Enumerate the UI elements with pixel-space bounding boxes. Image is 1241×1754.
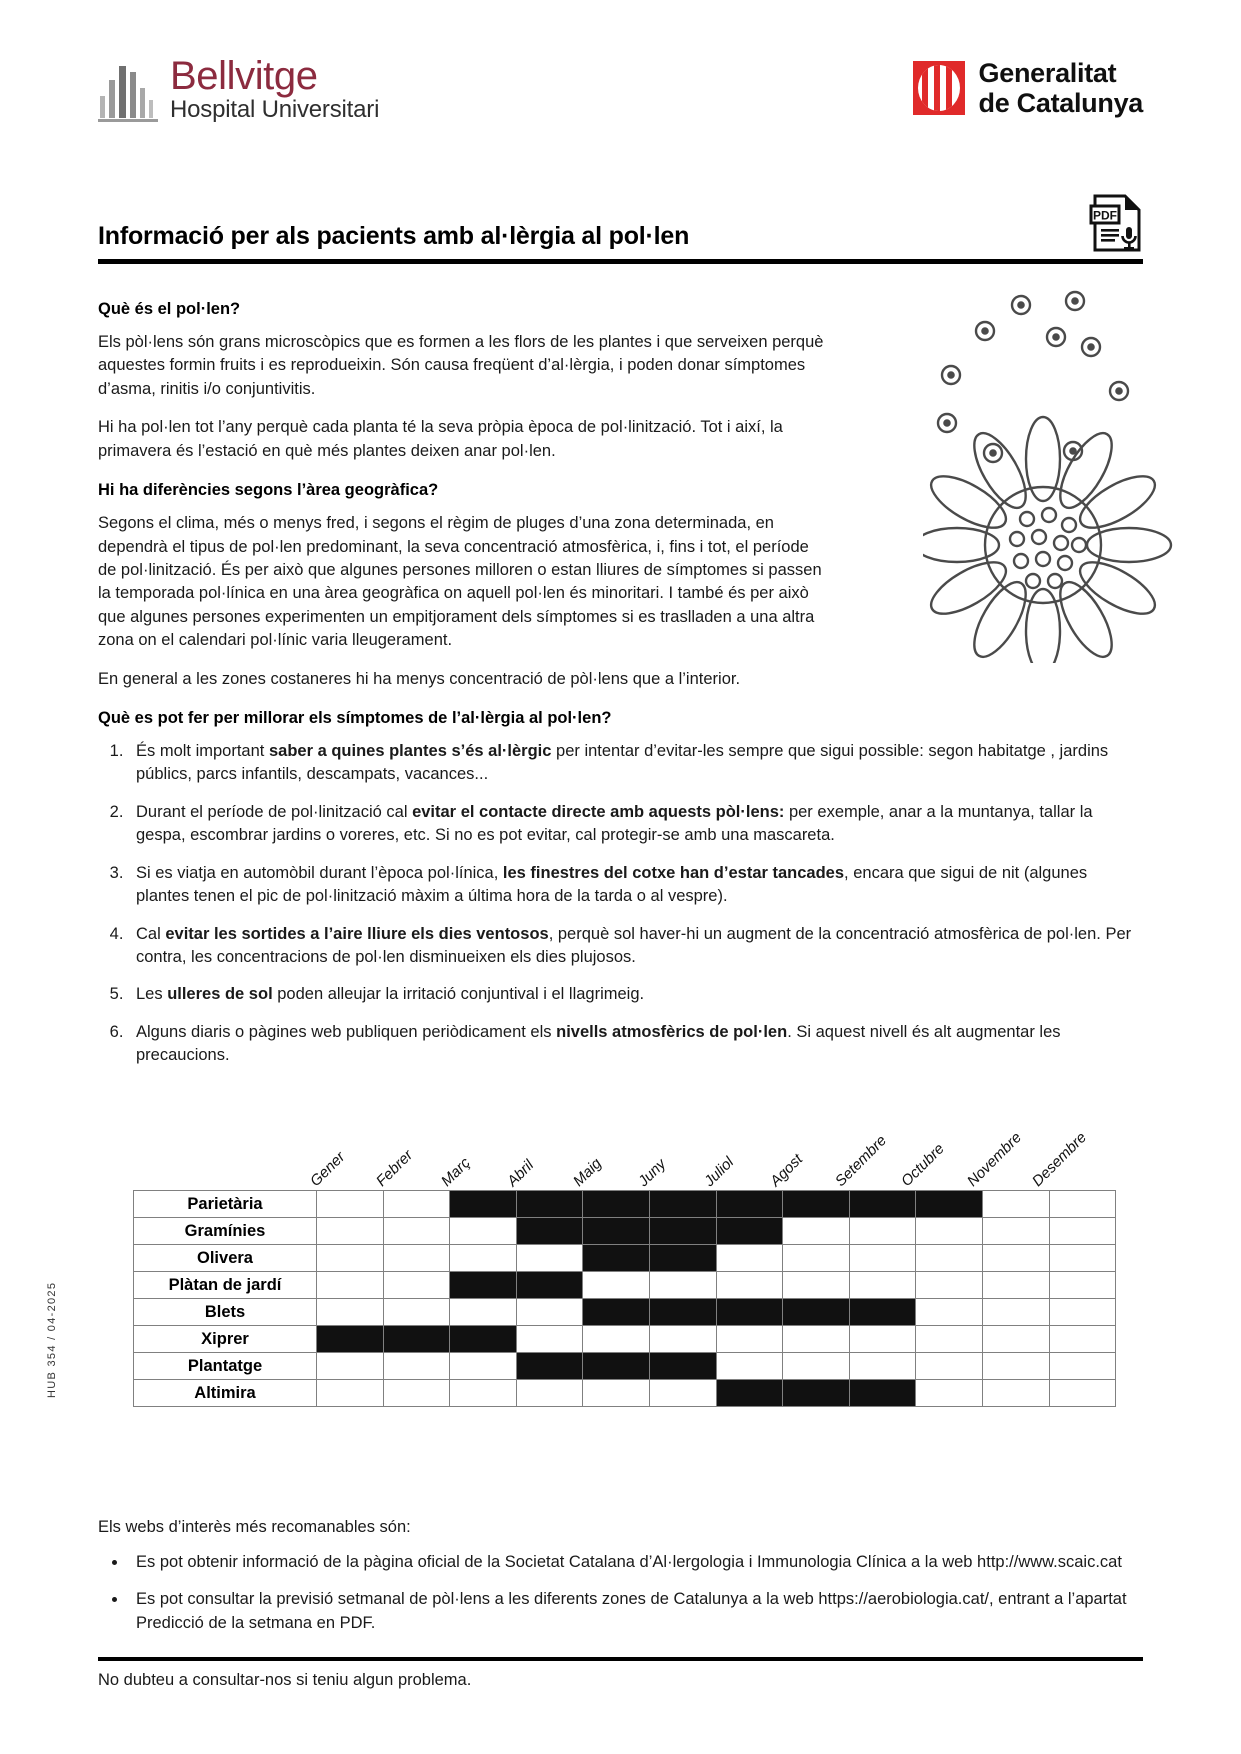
heading-geographic-differences: Hi ha diferències segons l’àrea geogràfica? xyxy=(98,481,439,500)
pollen-inactive-cell xyxy=(317,1245,384,1272)
pollen-inactive-cell xyxy=(450,1218,517,1245)
pollen-inactive-cell xyxy=(716,1326,783,1353)
pollen-active-cell xyxy=(716,1380,783,1407)
recommended-websites-list xyxy=(98,1551,1143,1635)
pollen-inactive-cell xyxy=(716,1272,783,1299)
recommendation-item xyxy=(128,1021,1143,1068)
pdf-audio-icon[interactable] xyxy=(1089,194,1143,252)
pollen-inactive-cell xyxy=(516,1326,583,1353)
title-divider xyxy=(98,259,1143,264)
pollen-inactive-cell xyxy=(516,1245,583,1272)
pollen-active-cell xyxy=(649,1245,716,1272)
table-row xyxy=(134,1191,1116,1218)
recommendation-emphasis: ulleres de sol xyxy=(167,985,273,1004)
calendar-month-label: Agost xyxy=(766,1150,806,1190)
pollen-active-cell xyxy=(583,1353,650,1380)
pollen-inactive-cell xyxy=(383,1245,450,1272)
pollen-active-cell xyxy=(583,1191,650,1218)
pollen-inactive-cell xyxy=(716,1245,783,1272)
calendar-month-label: Març xyxy=(438,1154,474,1190)
pollen-inactive-cell xyxy=(1049,1299,1116,1326)
pollen-inactive-cell xyxy=(383,1218,450,1245)
pollen-inactive-cell xyxy=(849,1326,916,1353)
plant-name-cell: Parietària xyxy=(134,1191,317,1218)
pollen-active-cell xyxy=(583,1299,650,1326)
footer-block xyxy=(98,1518,1143,1690)
footer-divider xyxy=(98,1657,1143,1661)
recommendation-text: És molt important xyxy=(136,742,269,761)
plant-name-cell: Plantatge xyxy=(134,1353,317,1380)
pollen-inactive-cell xyxy=(649,1326,716,1353)
pollen-inactive-cell xyxy=(516,1299,583,1326)
recommendation-text: , perquè sol haver-hi un augment de la concentració atmosfèrica de pol·len. Per contra, les concentracions de pol·len disminueixen els dies plujosos. xyxy=(136,924,1132,967)
pollen-active-cell xyxy=(916,1191,983,1218)
pollen-inactive-cell xyxy=(916,1218,983,1245)
pollen-inactive-cell xyxy=(849,1272,916,1299)
building-bars-icon xyxy=(98,62,160,124)
pollen-inactive-cell xyxy=(982,1191,1049,1218)
calendar-month-label: Febrer xyxy=(372,1146,416,1190)
recommendation-item xyxy=(128,862,1143,909)
pollen-inactive-cell xyxy=(583,1380,650,1407)
calendar-month-label: Gener xyxy=(306,1148,349,1190)
pollen-inactive-cell xyxy=(383,1299,450,1326)
table-row xyxy=(134,1326,1116,1353)
pollen-inactive-cell xyxy=(982,1245,1049,1272)
table-row xyxy=(134,1299,1116,1326)
pollen-inactive-cell xyxy=(1049,1191,1116,1218)
paragraph-pollen-season: Hi ha pol·len tot l’any perquè cada planta té la seva pròpia època de pol·linització. Tot i així, la primavera és l’estació en què més plantes deixen anar pol·len. xyxy=(98,418,783,460)
catalan-flag-shield-icon xyxy=(913,61,965,115)
pollen-active-cell xyxy=(383,1326,450,1353)
pollen-active-cell xyxy=(849,1380,916,1407)
bellvitge-name: Bellvitge xyxy=(170,54,318,98)
pollen-inactive-cell xyxy=(982,1299,1049,1326)
pollen-active-cell xyxy=(649,1191,716,1218)
pollen-inactive-cell xyxy=(450,1245,517,1272)
plant-name-cell: Gramínies xyxy=(134,1218,317,1245)
page-title: Informació per als pacients amb al·lèrgia al pol·len xyxy=(98,222,690,250)
pollen-active-cell xyxy=(716,1299,783,1326)
pollen-inactive-cell xyxy=(383,1191,450,1218)
recommendation-text: Si es viatja en automòbil durant l’època pol·línica, xyxy=(136,863,503,882)
recommendation-emphasis: les finestres del cotxe han d’estar tancades xyxy=(502,863,845,882)
document-reference-code: HUB 354 / 04-2025 xyxy=(46,1281,58,1398)
pollen-inactive-cell xyxy=(849,1353,916,1380)
recommendation-item xyxy=(128,801,1143,848)
recommendation-item xyxy=(128,740,1143,787)
pollen-inactive-cell xyxy=(982,1380,1049,1407)
pollen-inactive-cell xyxy=(982,1326,1049,1353)
pollen-calendar xyxy=(133,1085,1103,1407)
pollen-inactive-cell xyxy=(916,1272,983,1299)
pollen-active-cell xyxy=(516,1191,583,1218)
table-row xyxy=(134,1353,1116,1380)
pollen-inactive-cell xyxy=(982,1218,1049,1245)
calendar-month-label: Setembre xyxy=(832,1131,891,1190)
pollen-inactive-cell xyxy=(317,1380,384,1407)
website-item: • Es pot obtenir informació de la pàgina oficial de la Societat Catalana d’Al·lergologia i Immunologia Clínica a la web http://www.scaic.cat xyxy=(128,1551,1143,1574)
pollen-active-cell xyxy=(849,1299,916,1326)
plant-name-cell: Blets xyxy=(134,1299,317,1326)
pollen-inactive-cell xyxy=(1049,1326,1116,1353)
pollen-active-cell xyxy=(649,1218,716,1245)
pollen-inactive-cell xyxy=(450,1380,517,1407)
pollen-active-cell xyxy=(849,1191,916,1218)
page-header xyxy=(0,48,1241,148)
pollen-inactive-cell xyxy=(783,1272,850,1299)
pollen-active-cell xyxy=(583,1218,650,1245)
footer-note: No dubteu a consultar-nos si teniu algun problema. xyxy=(98,1671,472,1690)
pollen-active-cell xyxy=(450,1191,517,1218)
pollen-inactive-cell xyxy=(982,1272,1049,1299)
pollen-active-cell xyxy=(783,1380,850,1407)
plant-name-cell: Plàtan de jardí xyxy=(134,1272,317,1299)
generalitat-logo xyxy=(913,58,1143,118)
pollen-active-cell xyxy=(317,1326,384,1353)
recommendation-text: poden alleujar la irritació conjuntival i el llagrimeig. xyxy=(272,985,645,1004)
recommendation-emphasis: nivells atmosfèrics de pol·len xyxy=(556,1022,788,1041)
plant-name-cell: Olivera xyxy=(134,1245,317,1272)
pollen-inactive-cell xyxy=(317,1353,384,1380)
recommendation-item xyxy=(128,983,1143,1006)
calendar-month-headers xyxy=(133,1085,1103,1190)
paragraph-pollen-definition: Els pòl·lens són grans microscòpics que es formen a les flors de les plantes i que serveixen perquè aquestes formin fruits i es reprodueixin. Són causa freqüent d’al·lèrgia, i poden donar símptomes d’asma, rinitis i/o conjuntivitis. xyxy=(98,333,824,398)
pollen-inactive-cell xyxy=(317,1272,384,1299)
pollen-active-cell xyxy=(716,1218,783,1245)
generalitat-line1: Generalitat xyxy=(978,58,1117,88)
calendar-month-label: Juny xyxy=(635,1155,670,1190)
recommendation-text: Alguns diaris o pàgines web publiquen periòdicament els xyxy=(136,1022,557,1041)
pollen-inactive-cell xyxy=(716,1353,783,1380)
recommendation-text: Cal xyxy=(136,924,166,943)
pollen-inactive-cell xyxy=(516,1380,583,1407)
pollen-inactive-cell xyxy=(649,1272,716,1299)
pollen-inactive-cell xyxy=(1049,1272,1116,1299)
website-item: • Es pot consultar la previsió setmanal de pòl·lens a les diferents zones de Catalunya a la web https://aerobiologia.cat/, entrant a l’apartat Predicció de la setmana en PDF. xyxy=(128,1588,1143,1635)
pollen-inactive-cell xyxy=(1049,1245,1116,1272)
paragraph-climate-effect: Segons el clima, més o menys fred, i segons el règim de pluges d’una zona determinada, en dependrà el tipus de pol·len predominant, la seva concentració atmosfèrica, i, fins i tot, el període de pol·linització. És per això que algunes persones milloren o estan lliures de símptomes si passen la temporada pol·línica en una àrea geogràfica on aquell pol·len és minoritari. I també és per això que algunes persones experimenten un empitjorament dels símptomes si es traslladen a una altra zona on el calendari pol·línic varia lleugerament. xyxy=(98,514,822,650)
recommendation-text: , encara que sigui de nit (algunes plantes tenen el pic de pol·linització màxim a última hora de la tarda o al vespre). xyxy=(136,863,1088,906)
calendar-month-label: Maig xyxy=(569,1154,605,1190)
pollen-active-cell xyxy=(783,1299,850,1326)
paragraph-coastal-areas: En general a les zones costaneres hi ha menys concentració de pòl·lens que a l’interior. xyxy=(98,669,741,688)
pollen-inactive-cell xyxy=(383,1353,450,1380)
pollen-inactive-cell xyxy=(583,1272,650,1299)
pollen-inactive-cell xyxy=(916,1353,983,1380)
recommendation-emphasis: evitar el contacte directe amb aquests pòl·lens: xyxy=(412,802,785,821)
pollen-active-cell xyxy=(783,1191,850,1218)
calendar-month-label: Juliol xyxy=(700,1153,738,1190)
document-body xyxy=(98,282,1143,1082)
recommendation-text: per intentar d’evitar-les sempre que sigui possible: segon habitatge , jardins públics, parcs infantils, descampats, vacances... xyxy=(136,742,1109,784)
pollen-active-cell xyxy=(450,1272,517,1299)
pollen-inactive-cell xyxy=(583,1326,650,1353)
plant-name-cell: Altimira xyxy=(134,1380,317,1407)
calendar-month-label: Novembre xyxy=(963,1129,1025,1190)
plant-name-cell: Xiprer xyxy=(134,1326,317,1353)
recommendation-text: per exemple, anar a la muntanya, tallar la gespa, escombrar jardins o voreres, etc. Si no es pot evitar, cal protegir-se amb una mascareta. xyxy=(136,802,1093,845)
pollen-inactive-cell xyxy=(783,1326,850,1353)
pollen-active-cell xyxy=(450,1326,517,1353)
pollen-inactive-cell xyxy=(1049,1353,1116,1380)
svg-text:PDF: PDF xyxy=(1093,208,1117,223)
pollen-inactive-cell xyxy=(450,1353,517,1380)
recommendation-item xyxy=(128,923,1143,970)
pollen-inactive-cell xyxy=(916,1326,983,1353)
calendar-month-label: Desembre xyxy=(1029,1129,1091,1190)
pollen-inactive-cell xyxy=(383,1380,450,1407)
pollen-active-cell xyxy=(516,1272,583,1299)
pollen-active-cell xyxy=(649,1299,716,1326)
calendar-table xyxy=(133,1190,1116,1407)
table-row xyxy=(134,1245,1116,1272)
recommendation-emphasis: evitar les sortides a l’aire lliure els dies ventosos xyxy=(165,924,549,943)
pollen-active-cell xyxy=(716,1191,783,1218)
pollen-inactive-cell xyxy=(916,1245,983,1272)
pollen-inactive-cell xyxy=(982,1353,1049,1380)
recommendations-list xyxy=(98,740,1143,1068)
bellvitge-subtitle: Hospital Universitari xyxy=(170,96,380,123)
table-row xyxy=(134,1272,1116,1299)
pollen-inactive-cell xyxy=(783,1245,850,1272)
pollen-inactive-cell xyxy=(783,1353,850,1380)
recommendation-text: Les xyxy=(136,985,168,1004)
recommendation-text: Durant el període de pol·linització cal xyxy=(136,802,413,821)
pollen-inactive-cell xyxy=(849,1245,916,1272)
recommendation-text: . Si aquest nivell és alt augmentar les precaucions. xyxy=(136,1022,1061,1065)
pollen-inactive-cell xyxy=(317,1299,384,1326)
pollen-inactive-cell xyxy=(916,1380,983,1407)
pollen-inactive-cell xyxy=(383,1272,450,1299)
pollen-inactive-cell xyxy=(849,1218,916,1245)
pollen-inactive-cell xyxy=(783,1218,850,1245)
table-row xyxy=(134,1380,1116,1407)
pollen-inactive-cell xyxy=(317,1218,384,1245)
heading-what-is-pollen: Què és el pol·len? xyxy=(98,300,241,318)
table-row xyxy=(134,1218,1116,1245)
calendar-month-label: Abril xyxy=(503,1156,538,1190)
webs-intro: Els webs d’interès més recomanables són: xyxy=(98,1518,411,1536)
recommendation-emphasis: saber a quines plantes s’és al·lèrgic xyxy=(268,742,552,761)
pollen-inactive-cell xyxy=(916,1299,983,1326)
heading-how-to-improve: Què es pot fer per millorar els símptomes de l’al·lèrgia al pol·len? xyxy=(98,709,612,728)
calendar-month-label: Octubre xyxy=(897,1140,948,1190)
pollen-inactive-cell xyxy=(649,1380,716,1407)
generalitat-line2: de Catalunya xyxy=(978,88,1143,119)
title-block xyxy=(98,208,1143,264)
pollen-active-cell xyxy=(583,1245,650,1272)
pollen-inactive-cell xyxy=(1049,1218,1116,1245)
pollen-active-cell xyxy=(516,1218,583,1245)
pollen-active-cell xyxy=(649,1353,716,1380)
pollen-inactive-cell xyxy=(1049,1380,1116,1407)
pollen-active-cell xyxy=(516,1353,583,1380)
bellvitge-logo xyxy=(98,56,379,124)
pollen-inactive-cell xyxy=(317,1191,384,1218)
pollen-inactive-cell xyxy=(450,1299,517,1326)
